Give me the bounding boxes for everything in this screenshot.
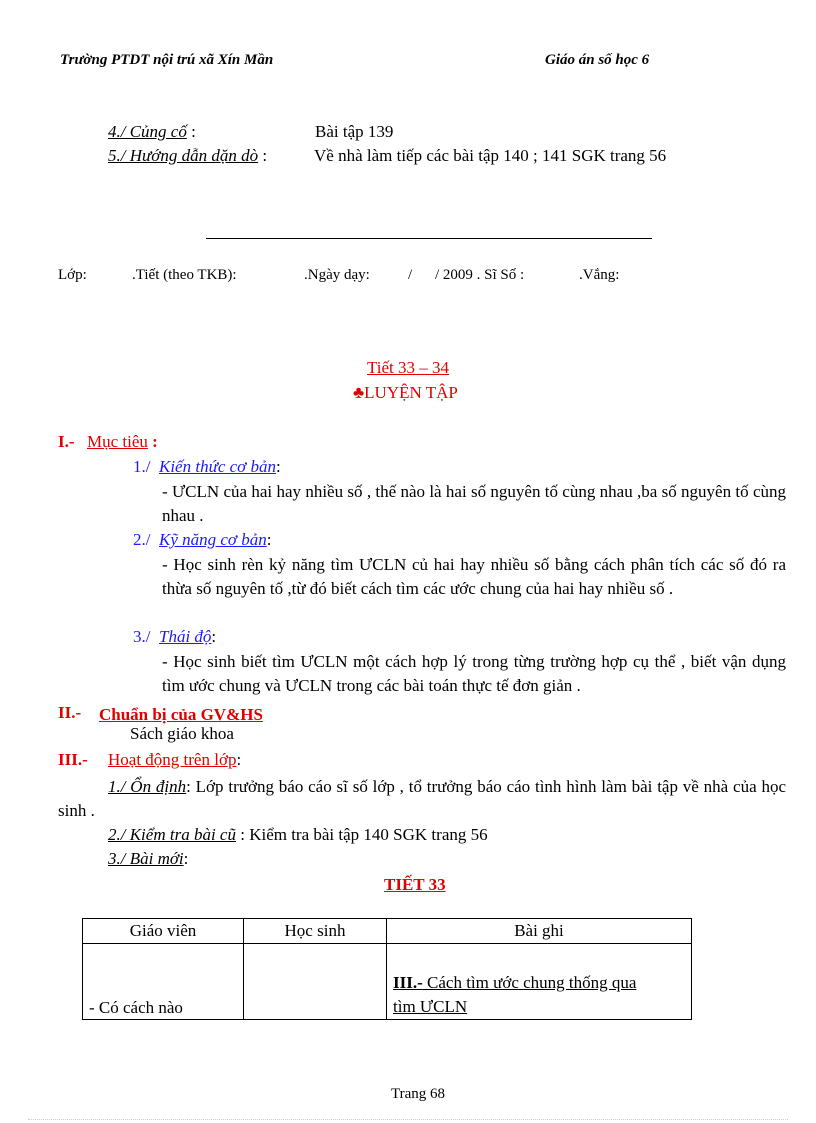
section-title: TIẾT 33 [384,875,446,894]
activities-heading-text: Hoạt động trên lớp [108,750,237,769]
preparation-roman: II.- [58,703,82,722]
objective-2-colon: : [266,530,272,549]
objectives-heading [87,432,158,452]
header-subject: Giáo án số học 6 [545,52,650,68]
homework-text: Về nhà làm tiếp các bài tập 140 ; 141 SGK trang 56 [314,146,667,165]
objective-3-label: Thái độ [158,627,212,646]
separator-line [206,238,652,239]
objective-2-title [133,530,271,550]
activities-heading [108,750,241,770]
header-notes: Bài ghi [387,919,692,944]
activities-colon: : [236,750,242,769]
objective-2-label: Kỹ năng cơ bản [158,530,267,549]
cell-notes [387,944,692,1020]
preparation-heading: Chuẩn bị của GV&HS [99,705,263,724]
objectives-roman: I.- [58,432,75,451]
activities-roman: III.- [58,750,88,769]
preparation-text: Sách giáo khoa [130,724,234,743]
stabilize-text: : Lớp trưởng báo cáo sĩ số lớp , tổ trưởng báo cáo tình hình làm bài tập về nhà của học sinh . [58,777,786,820]
notes-text [393,971,663,1019]
header-teacher: Giáo viên [83,919,244,944]
club-icon: ♣ [353,383,365,402]
check-line [108,825,488,845]
lesson-number: Tiết 33 – 34 [367,358,450,377]
table-header-row [83,919,692,944]
review-text: Bài tập 139 [315,122,394,141]
check-label: 2./ Kiểm tra bài cũ [108,825,236,844]
class-label: Lớp: [58,267,87,283]
new-lesson-colon: : [183,849,189,868]
objective-1-label: Kiến thức cơ bản [158,457,277,476]
lesson-title-text: LUYỆN TẬP [364,383,458,402]
table-row [83,944,692,1020]
objectives-colon: : [152,432,158,451]
cell-student [244,944,387,1020]
review-line [108,122,196,142]
period-label: .Tiết (theo TKB): [132,267,237,283]
objective-3-title [133,627,216,647]
new-lesson-label: 3./ Bài mới [108,849,184,868]
objective-3-text: - Học sinh biết tìm ƯCLN một cách hợp lý trong từng trường hợp cụ thể , biết vận dụng tìm ước chung và ƯCLN trong các bài toán thực tế đơn giản . [162,652,786,695]
review-label: 4./ Củng cố [108,122,187,141]
check-text: : Kiểm tra bài tập 140 SGK trang 56 [240,825,488,844]
homework-colon: : [262,146,268,165]
date-slash: / [408,267,413,283]
objective-2-num: 2./ [133,530,151,549]
objective-1-title [133,457,281,477]
page-number: Trang 68 [391,1086,446,1102]
objective-2-text: - Học sinh rèn kỷ năng tìm ƯCLN củ hai hay nhiều số bằng cách phân tích các số đó ra thừa số nguyên tố ,từ đó biết cách tìm các ước chung của hai hay nhiều số . [162,555,786,598]
notes-roman: III.- [393,973,423,992]
bottom-dotted-border [28,1119,788,1120]
objective-3-colon: : [211,627,217,646]
header-school: Trường PTDT nội trú xã Xín Mần [60,52,274,68]
stabilize-label: 1./ Ổn định [108,777,187,796]
objectives-heading-text: Mục tiêu [87,432,148,451]
header-student: Học sinh [244,919,387,944]
date-label: .Ngày dạy: [304,267,370,283]
year-attendance-label: / 2009 . Sĩ Số : [435,267,525,283]
objective-1-num: 1./ [133,457,151,476]
lesson-table [82,918,692,1020]
homework-label: 5./ Hướng dẫn dặn dò [108,146,259,165]
review-colon: : [191,122,196,141]
cell-teacher: - Có cách nào [83,944,244,1020]
objective-1-text: - ƯCLN của hai hay nhiều số , thế nào là hai số nguyên tố cùng nhau ,ba số nguyên tố cùng nhau . [162,482,786,525]
objective-3-num: 3./ [133,627,151,646]
absent-label: .Vắng: [579,267,620,283]
objective-1-colon: : [276,457,281,476]
new-lesson-line [108,849,188,869]
stabilize-paragraph [58,775,786,823]
homework-line [108,146,267,166]
lesson-title [353,383,458,403]
notes-heading: Cách tìm ước chung thống qua tìm ƯCLN [393,973,637,1016]
